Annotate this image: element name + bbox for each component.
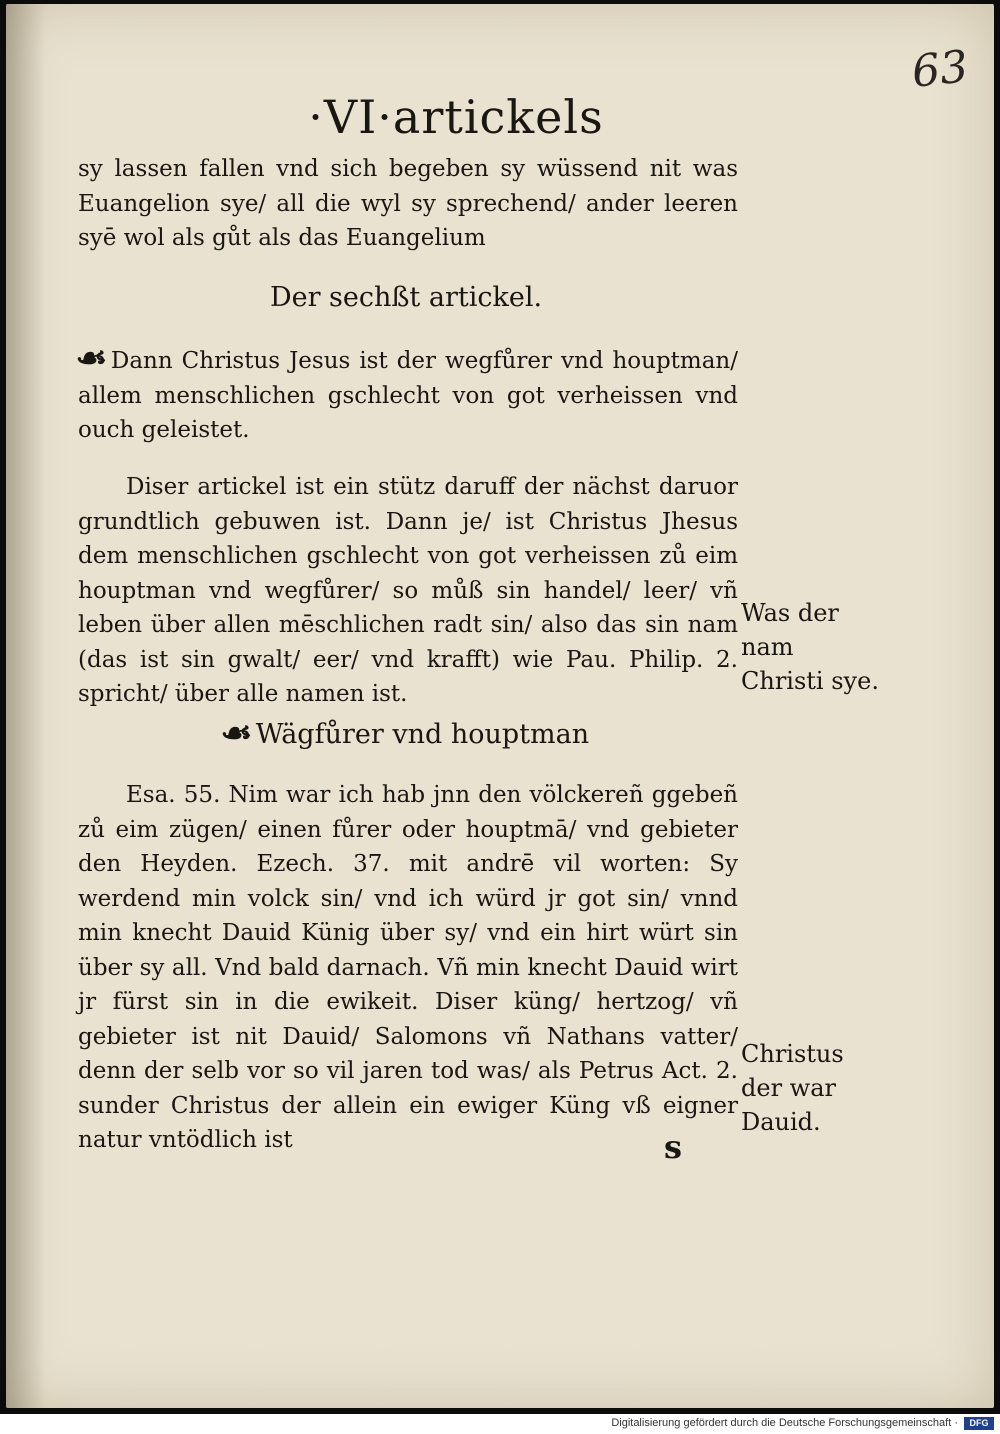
margin-note: Christus der war Dauid. bbox=[741, 1040, 844, 1136]
footer-bar bbox=[0, 1414, 1000, 1434]
catchword: s bbox=[664, 1128, 683, 1166]
pilcrow-icon: ☙ bbox=[75, 341, 108, 376]
book-page bbox=[6, 4, 994, 1408]
funding-credit: Digitalisierung gefördert durch die Deutsche Forschungsgemeinschaft · bbox=[611, 1417, 958, 1429]
section-heading: Der sechßt artickel. bbox=[269, 282, 543, 313]
folio-number: 63 bbox=[909, 41, 971, 98]
running-head: ·VI·artickels bbox=[308, 90, 604, 144]
pilcrow-icon: ☙ bbox=[220, 716, 253, 751]
commentary-paragraph: Diser artickel ist ein stütz daruff der nächst daruor grundtlich gebuwen ist. Dann je/ ist Christus Jhesus dem menschlichen gschlecht von got verheissen zů eim houptman vnd wegfůrer/ so můß sin handel/ leer/ vñ leben über allen mēschlichen radt sin/ also das sin nam (das ist sin gwalt/ eer/ vnd krafft) wie Pau. Philip. 2. spricht/ über alle namen ist. bbox=[78, 474, 738, 707]
margin-note: Was der nam Christi sye. bbox=[741, 599, 879, 695]
article-text: Dann Christus Jesus ist der wegfůrer vnd houptman/ allem menschlichen gschlecht von got verheissen vnd ouch geleistet. bbox=[78, 348, 738, 443]
subsection-heading-text: Wägfůrer vnd houptman bbox=[255, 719, 590, 750]
paragraph-continued: sy lassen fallen vnd sich begeben sy wüssend nit was Euangelion sye/ all die wyl sy sprechend/ ander leeren syē wol als gůt als das Euangelium bbox=[78, 156, 738, 251]
dfg-logo: DFG bbox=[964, 1417, 994, 1430]
subsection-heading bbox=[6, 716, 806, 751]
article-paragraph bbox=[75, 341, 738, 448]
scripture-paragraph: Esa. 55. Nim war ich hab jnn den völckereñ ggebeñ zů eim zügen/ einen fůrer oder houptmā/ vnd gebieter den Heyden. Ezech. 37. mit andrē vil worten: Sy werdend min volck sin/ vnd ich würd jr got sin/ vnnd min knecht Dauid Künig über sy/ vnd ein hirt würt sin über sy all. Vnd bald darnach. Vñ min knecht Dauid wirt jr fürst sin in die ewikeit. Diser küng/ hertzog/ vñ gebieter ist nit Dauid/ Salomons vñ Nathans vatter/ denn der selb vor so vil jaren tod was/ als Petrus Act. 2. sunder Christus der allein ein ewiger Küng vß eigner natur vntödlich ist bbox=[78, 782, 738, 1153]
page-fold-shadow bbox=[6, 4, 46, 1408]
